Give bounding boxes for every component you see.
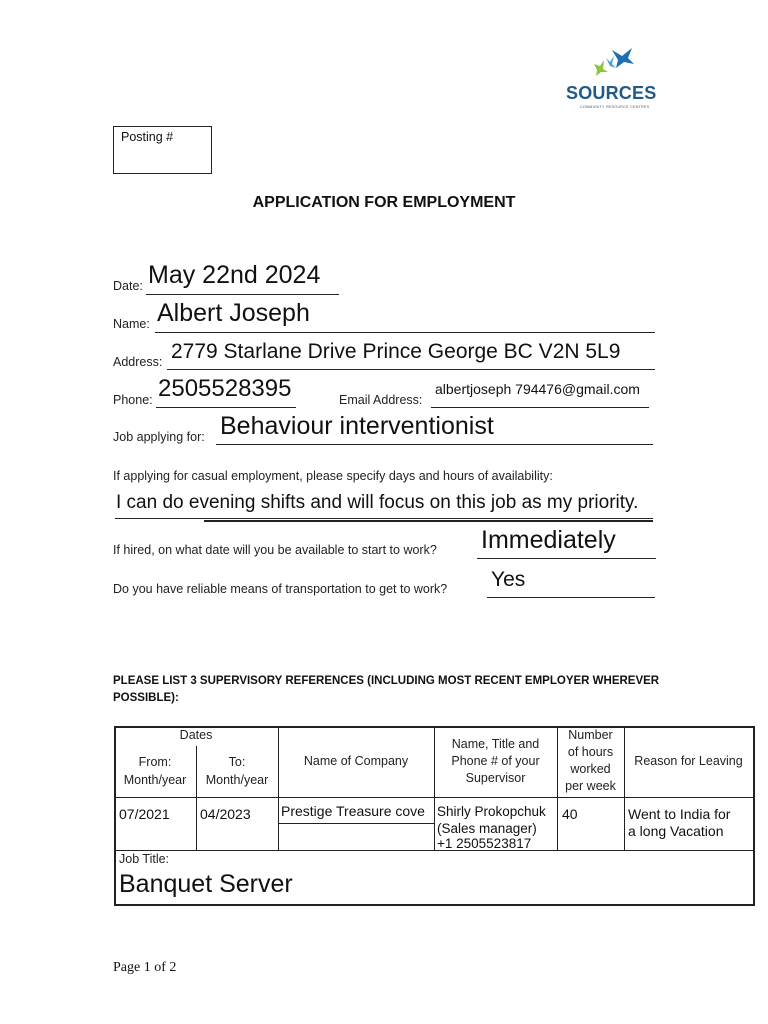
address-value[interactable]: 2779 Starlane Drive Prince George BC V2N 5L9 bbox=[171, 340, 621, 363]
posting-number-box[interactable] bbox=[113, 126, 212, 174]
logo-brand: SOURCES bbox=[566, 83, 657, 103]
bird-icon bbox=[566, 44, 658, 84]
ref-reason-line2[interactable]: a long Vacation bbox=[628, 823, 724, 839]
ref-supervisor-line2[interactable]: (Sales manager) bbox=[437, 821, 537, 836]
header-hours-line2: of hours bbox=[567, 745, 614, 759]
header-supervisor-line2: Phone # of your bbox=[451, 754, 540, 768]
header-row-divider bbox=[114, 797, 753, 798]
job-title-value[interactable]: Banquet Server bbox=[119, 870, 293, 898]
references-heading: PLEASE LIST 3 SUPERVISORY REFERENCES (INCLUDING MOST RECENT EMPLOYER WHEREVER POSSIBLE): bbox=[113, 675, 660, 704]
ref-supervisor-line1[interactable]: Shirly Prokopchuk bbox=[437, 804, 546, 819]
header-supervisor-line1: Name, Title and bbox=[451, 737, 540, 751]
job-label: Job applying for: bbox=[113, 430, 205, 444]
transport-label: Do you have reliable means of transportation to get to work? bbox=[113, 582, 448, 596]
jobtitle-row-divider bbox=[114, 850, 753, 851]
name-label: Name: bbox=[113, 317, 150, 331]
casual-value[interactable]: I can do evening shifts and will focus on this job as my priority. bbox=[116, 492, 639, 513]
job-underline bbox=[216, 444, 653, 445]
header-hours-line3: worked bbox=[570, 762, 611, 776]
header-from-line1: From: bbox=[138, 755, 172, 769]
col-divider bbox=[624, 726, 625, 850]
ref-to-value[interactable]: 04/2023 bbox=[200, 806, 251, 822]
date-value[interactable]: May 22nd 2024 bbox=[148, 261, 321, 289]
header-dates: Dates bbox=[179, 728, 213, 742]
start-underline bbox=[477, 558, 656, 559]
start-label: If hired, on what date will you be available to start to work? bbox=[113, 543, 437, 557]
address-underline bbox=[167, 369, 655, 370]
phone-value[interactable]: 2505528395 bbox=[158, 375, 292, 402]
header-to-line1: To: bbox=[228, 755, 246, 769]
date-label: Date: bbox=[113, 279, 143, 293]
ref-reason-line1[interactable]: Went to India for bbox=[628, 806, 731, 822]
header-hours-line1: Number bbox=[568, 728, 613, 742]
phone-underline bbox=[156, 407, 296, 408]
transport-underline bbox=[487, 597, 655, 598]
casual-underline-thick bbox=[204, 520, 653, 522]
form-title: APPLICATION FOR EMPLOYMENT bbox=[252, 194, 516, 211]
logo-tagline: COMMUNITY RESOURCE CENTRES bbox=[580, 105, 650, 109]
ref-hours-value[interactable]: 40 bbox=[562, 806, 578, 822]
header-hours-line4: per week bbox=[565, 779, 616, 793]
page-number: Page 1 of 2 bbox=[113, 960, 177, 975]
casual-underline bbox=[115, 518, 653, 519]
casual-label: If applying for casual employment, please specify days and hours of availability: bbox=[113, 469, 553, 483]
header-from-line2: Month/year bbox=[123, 773, 187, 787]
posting-label: Posting # bbox=[121, 130, 174, 144]
name-value[interactable]: Albert Joseph bbox=[157, 299, 310, 327]
email-value[interactable]: albertjoseph 794476@gmail.com bbox=[435, 381, 640, 397]
email-label: Email Address: bbox=[339, 393, 423, 407]
transport-value[interactable]: Yes bbox=[491, 568, 526, 591]
name-underline bbox=[155, 332, 655, 333]
email-underline bbox=[431, 407, 649, 408]
phone-label: Phone: bbox=[113, 393, 153, 407]
references-table bbox=[114, 726, 753, 904]
job-title-label: Job Title: bbox=[119, 852, 170, 866]
date-underline bbox=[146, 294, 339, 295]
start-value[interactable]: Immediately bbox=[481, 526, 616, 554]
header-to-line2: Month/year bbox=[205, 773, 269, 787]
ref-from-value[interactable]: 07/2021 bbox=[119, 806, 170, 822]
sources-logo bbox=[566, 44, 658, 114]
col-divider bbox=[278, 726, 279, 850]
company-split-line bbox=[278, 823, 434, 824]
address-label: Address: bbox=[113, 355, 163, 369]
ref-supervisor-line3[interactable]: +1 2505523817 bbox=[437, 837, 532, 850]
ref-company-value[interactable]: Prestige Treasure cove bbox=[281, 803, 425, 819]
job-value[interactable]: Behaviour interventionist bbox=[220, 412, 494, 440]
header-supervisor-line3: Supervisor bbox=[465, 771, 526, 785]
header-reason: Reason for Leaving bbox=[634, 754, 743, 768]
header-company: Name of Company bbox=[303, 754, 409, 768]
